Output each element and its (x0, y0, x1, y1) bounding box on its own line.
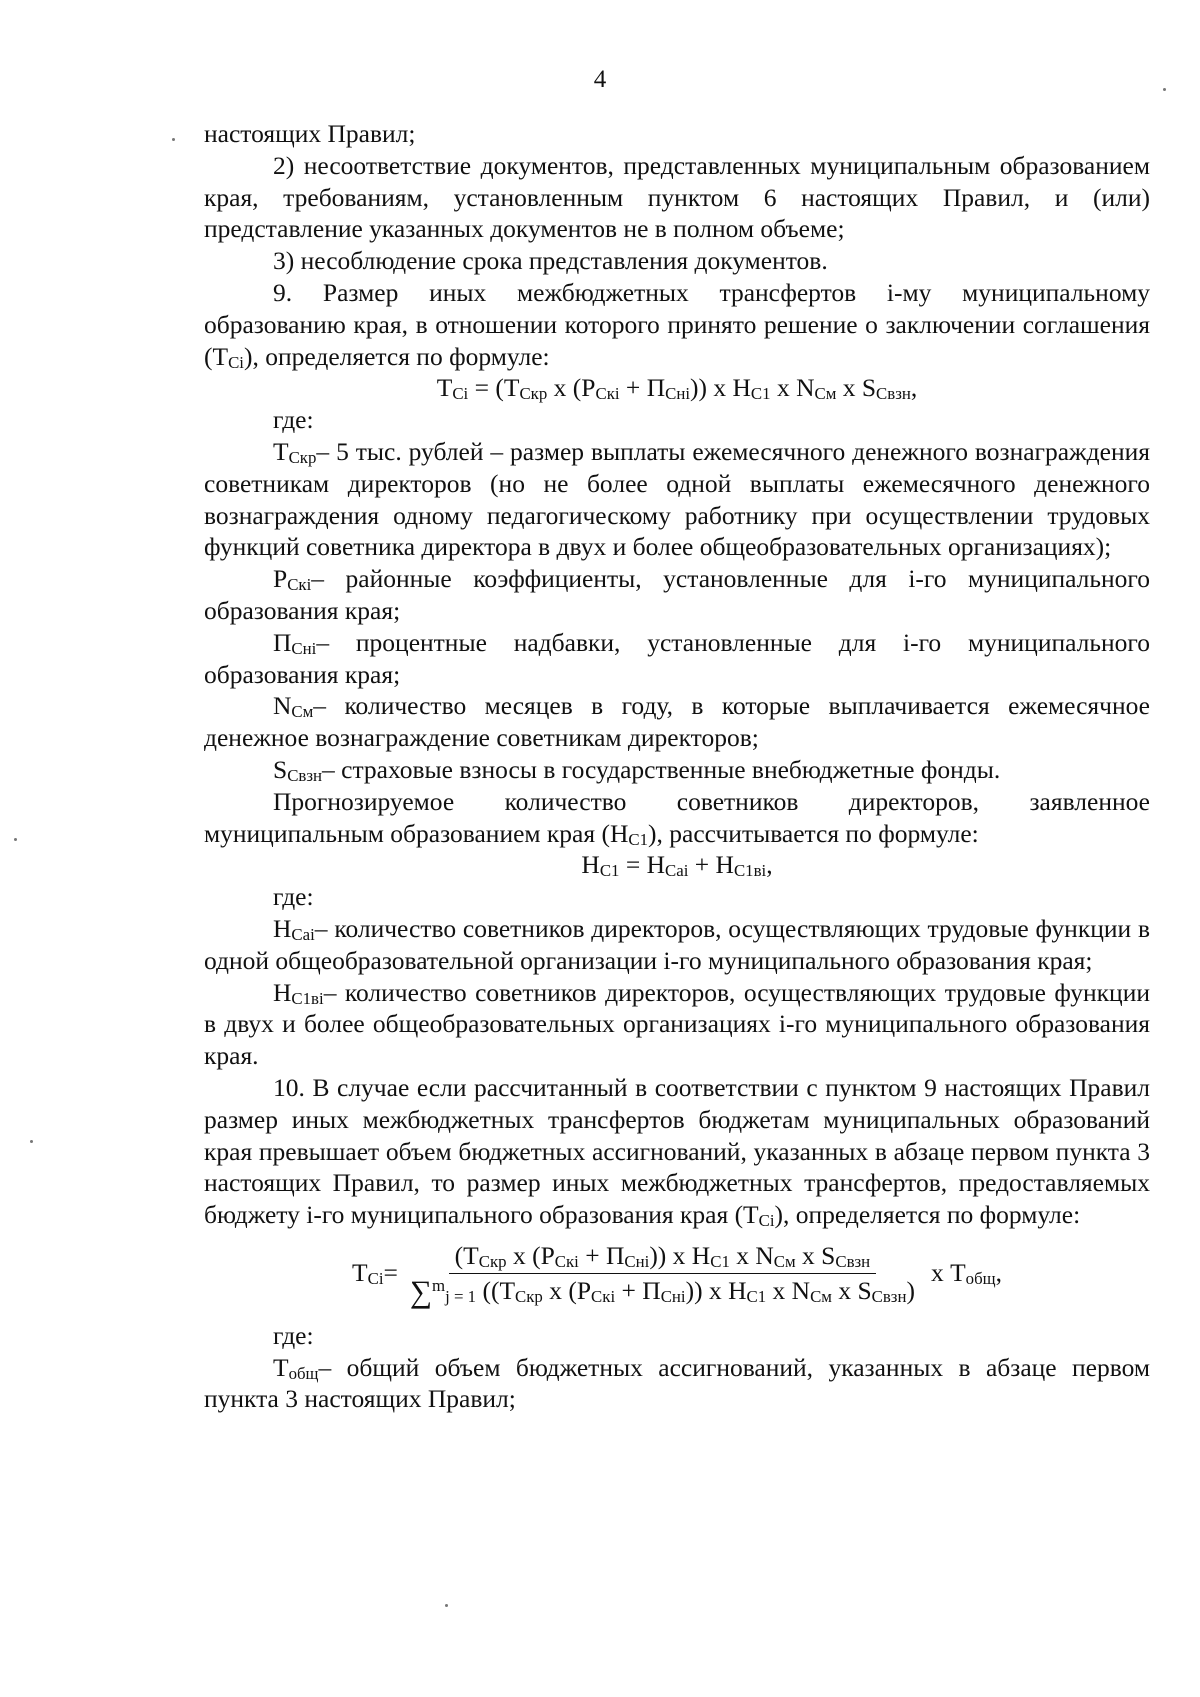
paragraph-forecast: Прогнозируемое количество советников директоров, заявленное муниципальным образованием края $(Н_{С1})$, рассчитывается по формуле: (204, 786, 1150, 849)
paragraph: 2) несоответствие документов, представленных муниципальным образованием края, требованиям, установленным пунктом 6 настоящих Правил, и (или) представление указанных документов не в полном объеме; (204, 150, 1150, 244)
document-body (204, 118, 1150, 1415)
definition-p-ski: $Р_{Скі}-$ районные коэффициенты, установленные для i-го муниципального образования края; (204, 564, 1150, 625)
paragraph: настоящих Правил; (204, 119, 416, 148)
formula-lhs: $Т_{Ci}$ (352, 1258, 384, 1289)
paragraph: 3) несоблюдение срока представления документов. (273, 246, 828, 276)
equals-sign: = (383, 1258, 398, 1288)
fraction (404, 1240, 921, 1309)
definition-p-sni: $П_{Сні}-$ процентные надбавки, установленные для i-го муниципального образования края; (204, 627, 1150, 689)
definition-t-skr: $Т_{Скр}-$ 5 тыс. рублей – размер выплаты ежемесячного денежного вознаграждения советникам директоров (но не более одной выплаты ежемесячного денежного вознаграждения одному педагогическому работнику при осуществлении трудовых функций советника директора в двух и более общеобразовательных организациях); (204, 436, 1150, 562)
formula-tci-fraction (204, 1240, 1150, 1309)
definition-t-obsh: $Т_{общ}-$ общий объем бюджетных ассигнований, указанных в абзаце первом пункта 3 настоящих Правил; (204, 1352, 1150, 1414)
definition-n-sm: $N_{См}-$ количество месяцев в году, в которые выплачивается ежемесячное денежное вознаграждение советникам директоров; (204, 691, 1150, 753)
formula-hc1: $Н_{С1} = Н_{Саі} + Н_{С1ві}$, (581, 850, 773, 881)
formula-tci: $Т_{Ci} = (Т_{Скр}$ x $(Р_{Скі} + П_{Сні})$) x $Н_{С1}$ x $N_{См}$ x $S_{Свзн}$, (436, 373, 918, 404)
scan-speck (1163, 88, 1166, 91)
definition-h-s1vi: $Н_{С1ві}-$ количество советников директоров, осуществляющих трудовые функции в двух и более общеобразовательных организациях i-го муниципального образования края. (204, 977, 1150, 1071)
scan-speck (445, 1604, 448, 1607)
paragraph-10: 10. В случае если рассчитанный в соответствии с пунктом 9 настоящих Правил размер иных межбюджетных трансфертов бюджетам муниципальных образований края превышает объем бюджетных ассигнований, указанных в абзаце первом пункта 3 настоящих Правил, то размер иных межбюджетных трансфертов, предоставляемых бюджету i-го муниципального образования края $(Т_{Ci})$, определяется по формуле: (204, 1072, 1150, 1231)
page-number: 4 (593, 66, 607, 93)
where-label: где: (273, 1320, 314, 1350)
where-label: где: (273, 405, 314, 435)
fraction-denominator: ∑$^m_{j = 1}$ (($Т_{Скр}$ x $(Р_{Скі} + П_{Сні})$) x $Н_{С1}$ x $N_{См}$ x $S_{Свзн}$) (409, 1273, 915, 1309)
scan-speck (14, 838, 17, 841)
fraction-numerator: ($Т_{Скр}$ x $(Р_{Скі} + П_{Сні})$) x $Н_{С1}$ x $N_{См}$ x $S_{Свзн}$ (449, 1243, 877, 1274)
formula-multiplier: x $Т_{общ}$, (930, 1258, 1002, 1289)
paragraph-9: 9. Размер иных межбюджетных трансфертов i-му муниципальному образованию края, в отношении которого принято решение о заключении соглашения $(Т_{Ci})$, определяется по формуле: (204, 277, 1150, 372)
definition-s-svzn: $S_{Свзн}-$ страховые взносы в государственные внебюджетные фонды. (273, 754, 1001, 785)
where-label: где: (273, 882, 314, 912)
scan-speck (30, 1140, 33, 1143)
definition-h-sai: $Н_{Саі}-$ количество советников директоров, осуществляющих трудовые функции в одной общеобразовательной организации i-го муниципального образования края; (204, 913, 1150, 975)
scan-speck (172, 138, 175, 141)
